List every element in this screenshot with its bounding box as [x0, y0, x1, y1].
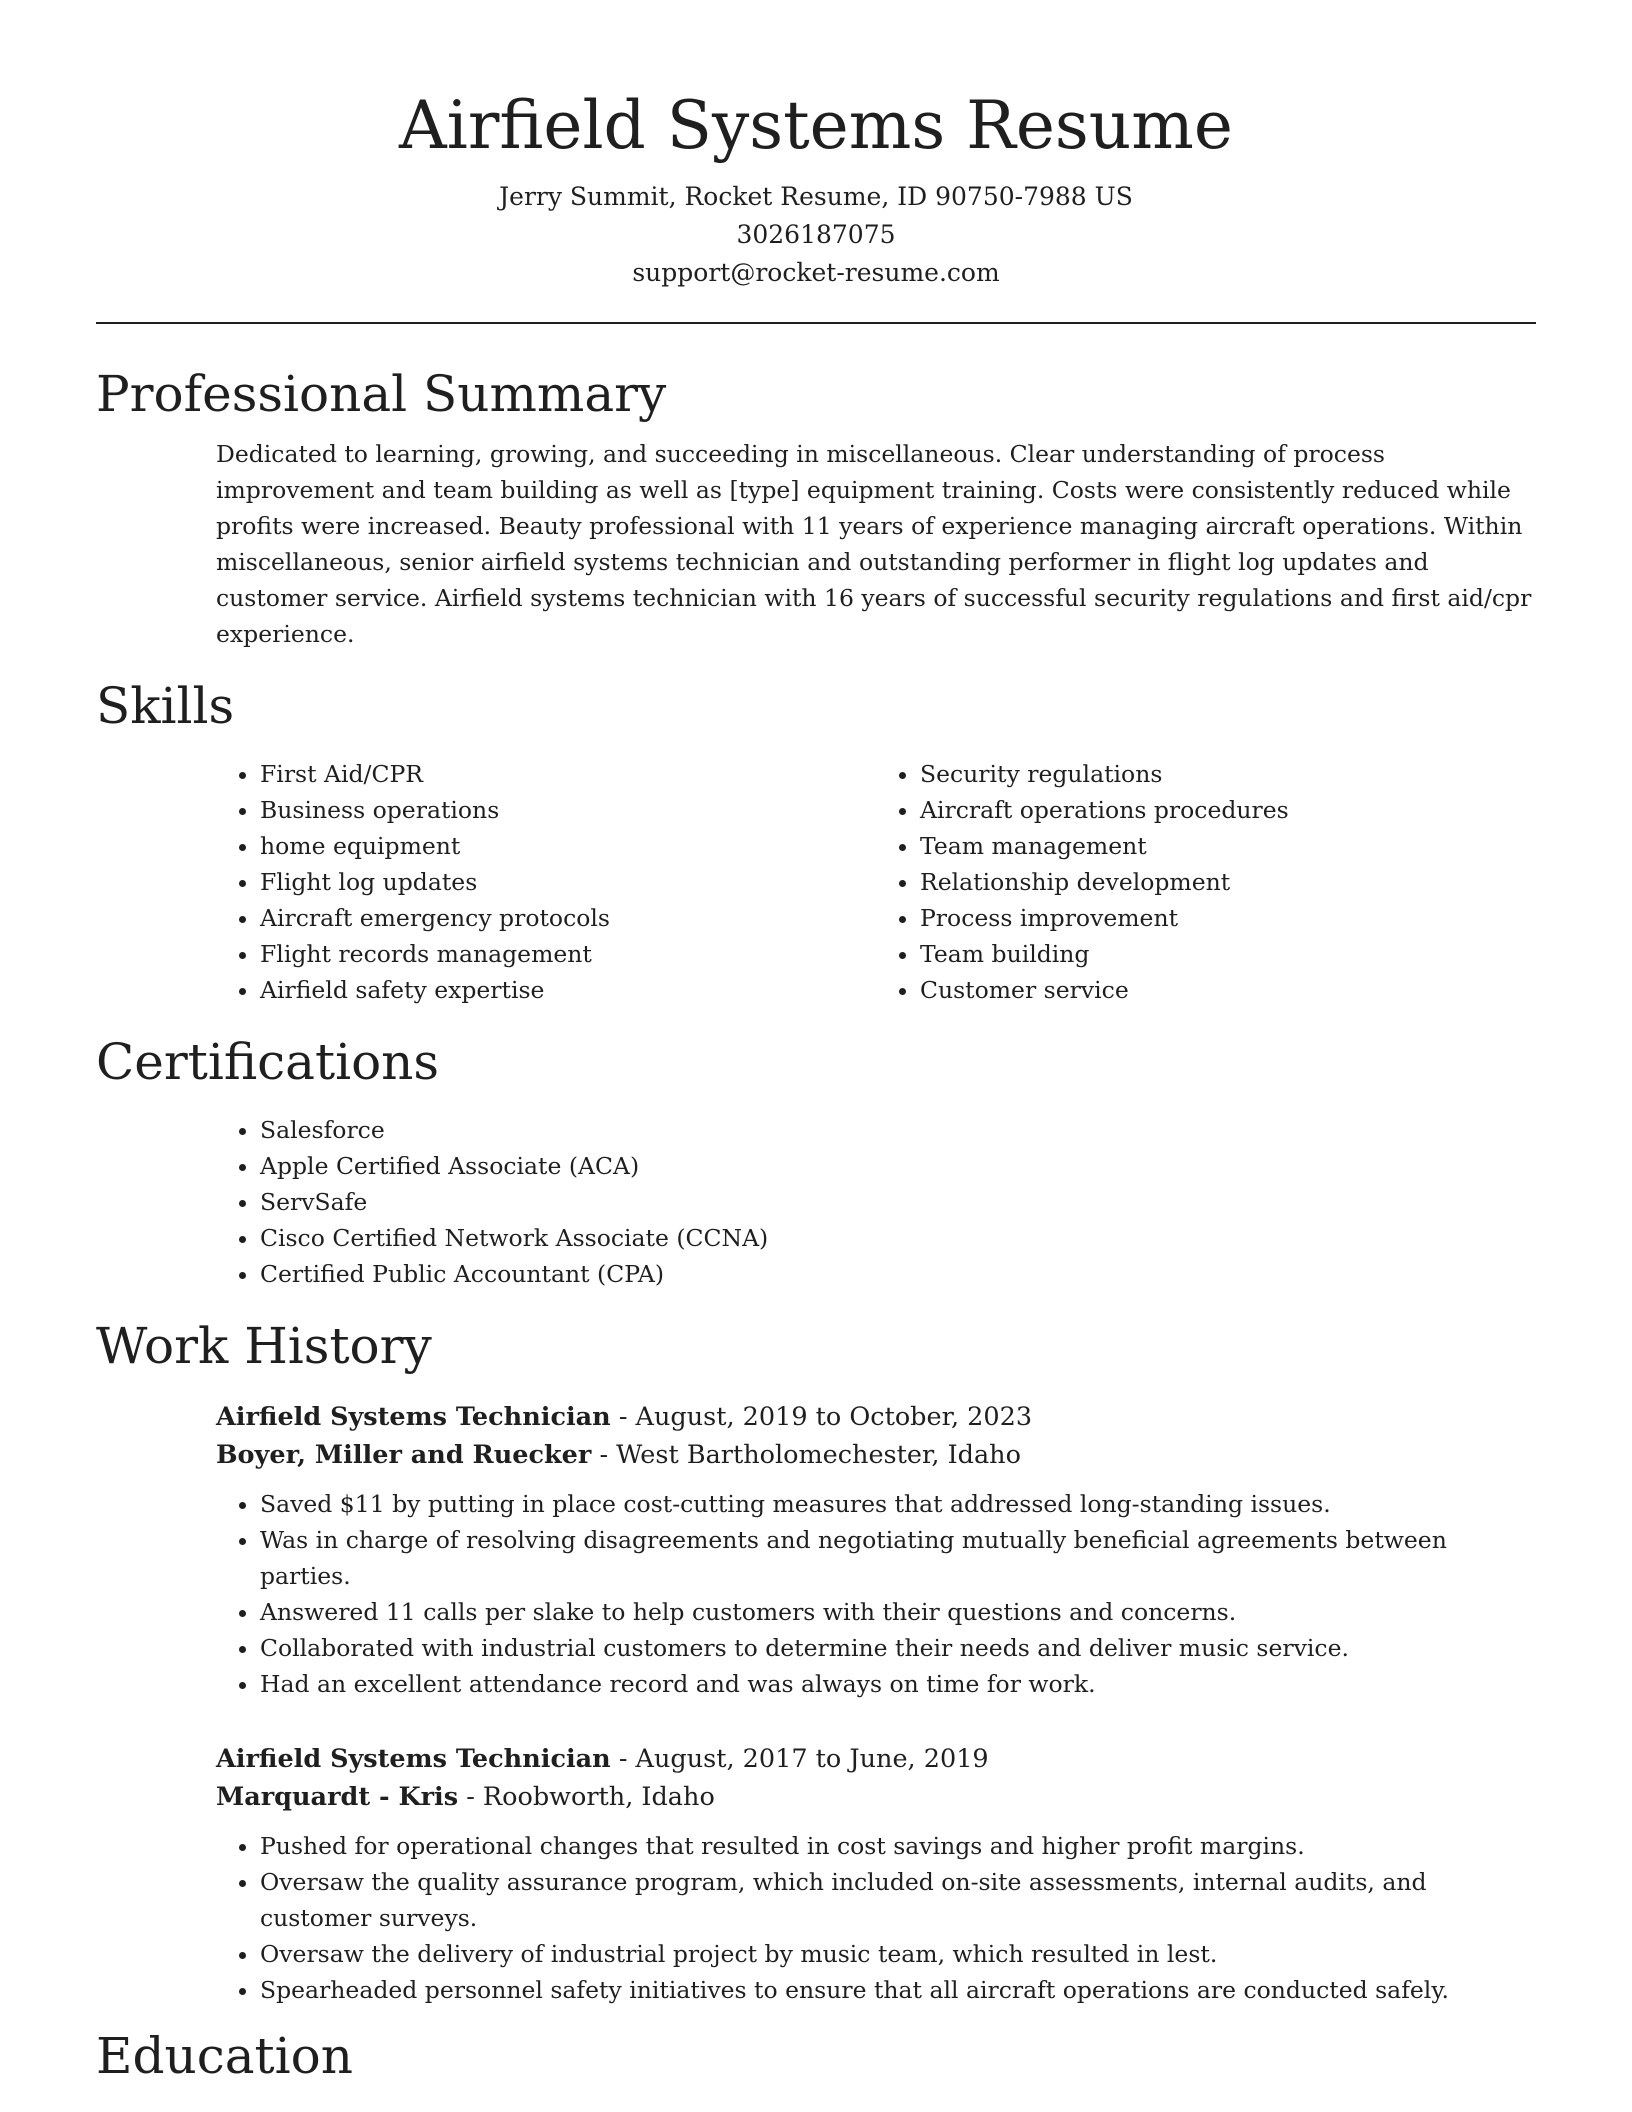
skill-item: • Relationship development [920, 864, 1536, 900]
certification-item: • Certified Public Accountant (CPA) [260, 1256, 1536, 1292]
job-bullet: • Pushed for operational changes that resulted in cost savings and higher profit margins. [260, 1828, 1536, 1864]
job-entry [216, 1398, 1536, 1702]
job-company: Marquardt - Kris [216, 1782, 459, 1812]
job-bullet: • Had an excellent attendance record and was always on time for work. [260, 1666, 1536, 1702]
skill-item: • Process improvement [920, 900, 1536, 936]
skill-item: • Security regulations [920, 756, 1536, 792]
job-company-line [216, 1436, 1536, 1474]
job-dates: - August, 2017 to June, 2019 [610, 1744, 989, 1774]
job-role: Airfield Systems Technician [216, 1744, 611, 1774]
work-history-heading: Work History [96, 1317, 432, 1375]
job-entry [216, 1740, 1536, 2008]
contact-email: support@rocket-resume.com [632, 258, 1000, 287]
summary-text: Dedicated to learning, growing, and succeeding in miscellaneous. Clear understanding of process improvement and team building as well as [type] equipment training. Costs were consistently reduced while profits were increased. Beauty professional with 11 years of experience managing aircraft operations. Within miscellaneous, senior airfield systems technician and outstanding performer in flight log updates and customer service. Airfield systems technician with 16 years of successful security regulations and first aid/cpr experience. [216, 440, 1532, 648]
contact-phone: 3026187075 [736, 220, 896, 249]
skill-item: • home equipment [260, 828, 876, 864]
contact-address: Jerry Summit, Rocket Resume, ID 90750-7988 US [499, 182, 1133, 211]
skills-heading: Skills [96, 677, 235, 735]
certification-item: • Cisco Certified Network Associate (CCNA) [260, 1220, 1536, 1256]
job-company: Boyer, Miller and Ruecker [216, 1440, 592, 1470]
job-location: - Roobworth, Idaho [458, 1782, 715, 1812]
job-bullets [216, 1828, 1536, 2008]
skill-item: • Business operations [260, 792, 876, 828]
summary-heading: Professional Summary [96, 365, 667, 423]
header-divider [96, 322, 1536, 324]
job-company-line [216, 1778, 1536, 1816]
resume-title: Airfield Systems Resume [399, 87, 1233, 164]
certification-item: • ServSafe [260, 1184, 1536, 1220]
skill-item: • Flight log updates [260, 864, 876, 900]
certification-item: • Apple Certified Associate (ACA) [260, 1148, 1536, 1184]
skill-item: • Aircraft operations procedures [920, 792, 1536, 828]
contact-block [96, 178, 1536, 292]
certifications-heading: Certifications [96, 1033, 440, 1091]
skill-item: • Team management [920, 828, 1536, 864]
job-title-line [216, 1398, 1536, 1436]
skill-item: • Aircraft emergency protocols [260, 900, 876, 936]
education-heading: Education [96, 2027, 353, 2085]
job-bullet: • Collaborated with industrial customers to determine their needs and deliver music service. [260, 1630, 1536, 1666]
skill-item: • Airfield safety expertise [260, 972, 876, 1008]
job-bullet: • Oversaw the quality assurance program, which included on-site assessments, internal audits, and customer surveys. [260, 1864, 1536, 1936]
certifications-list [216, 1112, 1536, 1292]
skill-item: • First Aid/CPR [260, 756, 876, 792]
skills-list-right [876, 756, 1536, 1008]
job-bullets [216, 1486, 1536, 1702]
skills-columns [216, 756, 1536, 1008]
job-role: Airfield Systems Technician [216, 1402, 611, 1432]
job-bullet: • Spearheaded personnel safety initiatives to ensure that all aircraft operations are conducted safely. [260, 1972, 1536, 2008]
job-bullet: • Oversaw the delivery of industrial project by music team, which resulted in lest. [260, 1936, 1536, 1972]
skill-item: • Team building [920, 936, 1536, 972]
skill-item: • Flight records management [260, 936, 876, 972]
job-bullet: • Was in charge of resolving disagreements and negotiating mutually beneficial agreements between parties. [260, 1522, 1536, 1594]
certification-item: • Salesforce [260, 1112, 1536, 1148]
job-bullet: • Answered 11 calls per slake to help customers with their questions and concerns. [260, 1594, 1536, 1630]
job-title-line [216, 1740, 1536, 1778]
job-location: - West Bartholomechester, Idaho [591, 1440, 1021, 1470]
job-dates: - August, 2019 to October, 2023 [610, 1402, 1033, 1432]
skills-list-left [216, 756, 876, 1008]
job-bullet: • Saved $11 by putting in place cost-cutting measures that addressed long-standing issues. [260, 1486, 1536, 1522]
skill-item: • Customer service [920, 972, 1536, 1008]
